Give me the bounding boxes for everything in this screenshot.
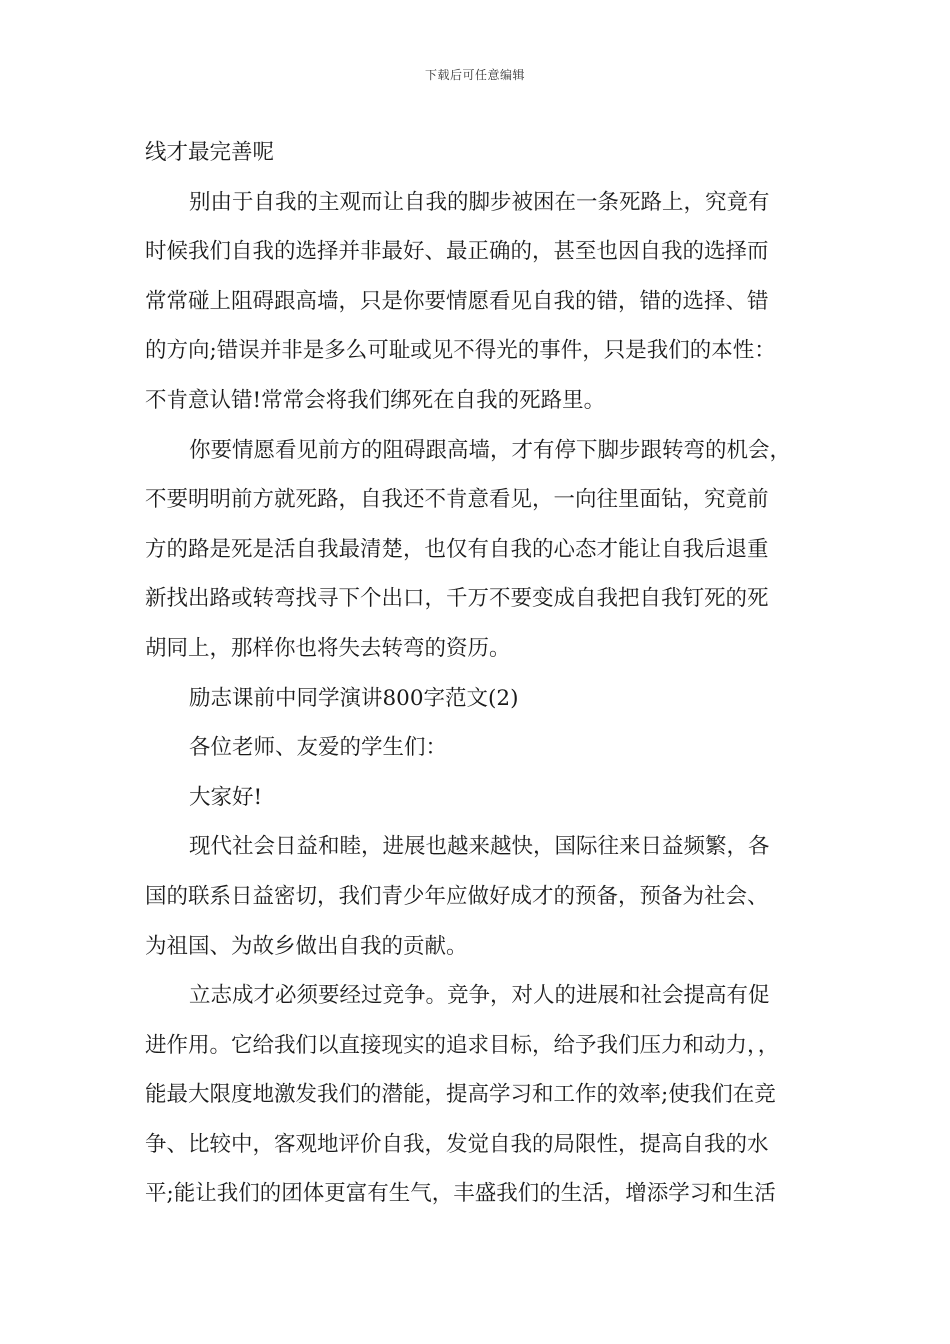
text-line: 新找出路或转弯找寻下个出口，千万不要变成自我把自我钉死的死 — [145, 586, 769, 612]
text-line: 的方向;错误并非是多么可耻或见不得光的事件，只是我们的本性： — [145, 338, 776, 364]
salutation: 各位老师、友爱的学生们： — [189, 735, 448, 761]
text-line: 争、比较中，客观地评价自我，发觉自我的局限性，提高自我的水 — [145, 1131, 769, 1157]
text-line: 常常碰上阻碍跟高墙，只是你要情愿看见自我的错，错的选择、错 — [145, 288, 769, 314]
page-header: 下载后可任意编辑 — [424, 68, 525, 82]
text-line: 能最大限度地激发我们的潜能，提高学习和工作的效率;使我们在竞 — [145, 1082, 776, 1108]
text-line: 不要明明前方就死路，自我还不肯意看见，一向往里面钻，究竟前 — [145, 487, 769, 513]
text-line: 国的联系日益密切，我们青少年应做好成才的预备，预备为社会、 — [145, 883, 769, 909]
text-line: 立志成才必须要经过竞争。竞争，对人的进展和社会提高有促 — [189, 983, 770, 1009]
text-line: 线才最完善呢 — [145, 140, 275, 165]
text-line: 胡同上，那样你也将失去转弯的资历。 — [145, 635, 511, 661]
greeting: 大家好! — [189, 784, 263, 810]
text-line: 你要情愿看见前方的阻碍跟高墙，才有停下脚步跟转弯的机会， — [189, 437, 792, 463]
section-heading: 励志课前中同学演讲800字范文(2) — [189, 685, 519, 711]
text-line: 别由于自我的主观而让自我的脚步被困在一条死路上，究竟有 — [189, 189, 770, 215]
document-body — [145, 128, 805, 1219]
text-line: 时候我们自我的选择并非最好、最正确的，甚至也因自我的选择而 — [145, 239, 769, 265]
text-line: 方的路是死是活自我最清楚，也仅有自我的心态才能让自我后退重 — [145, 536, 769, 562]
text-line: 平;能让我们的团体更富有生气，丰盛我们的生活，增添学习和生活 — [145, 1181, 776, 1207]
text-line: 进作用。它给我们以直接现实的追求目标，给予我们压力和动力，， — [145, 1032, 780, 1058]
text-line: 不肯意认错!常常会将我们绑死在自我的死路里。 — [145, 387, 606, 413]
text-line: 现代社会日益和睦，进展也越来越快，国际往来日益频繁，各 — [189, 834, 770, 860]
text-line: 为祖国、为故乡做出自我的贡献。 — [145, 933, 468, 959]
